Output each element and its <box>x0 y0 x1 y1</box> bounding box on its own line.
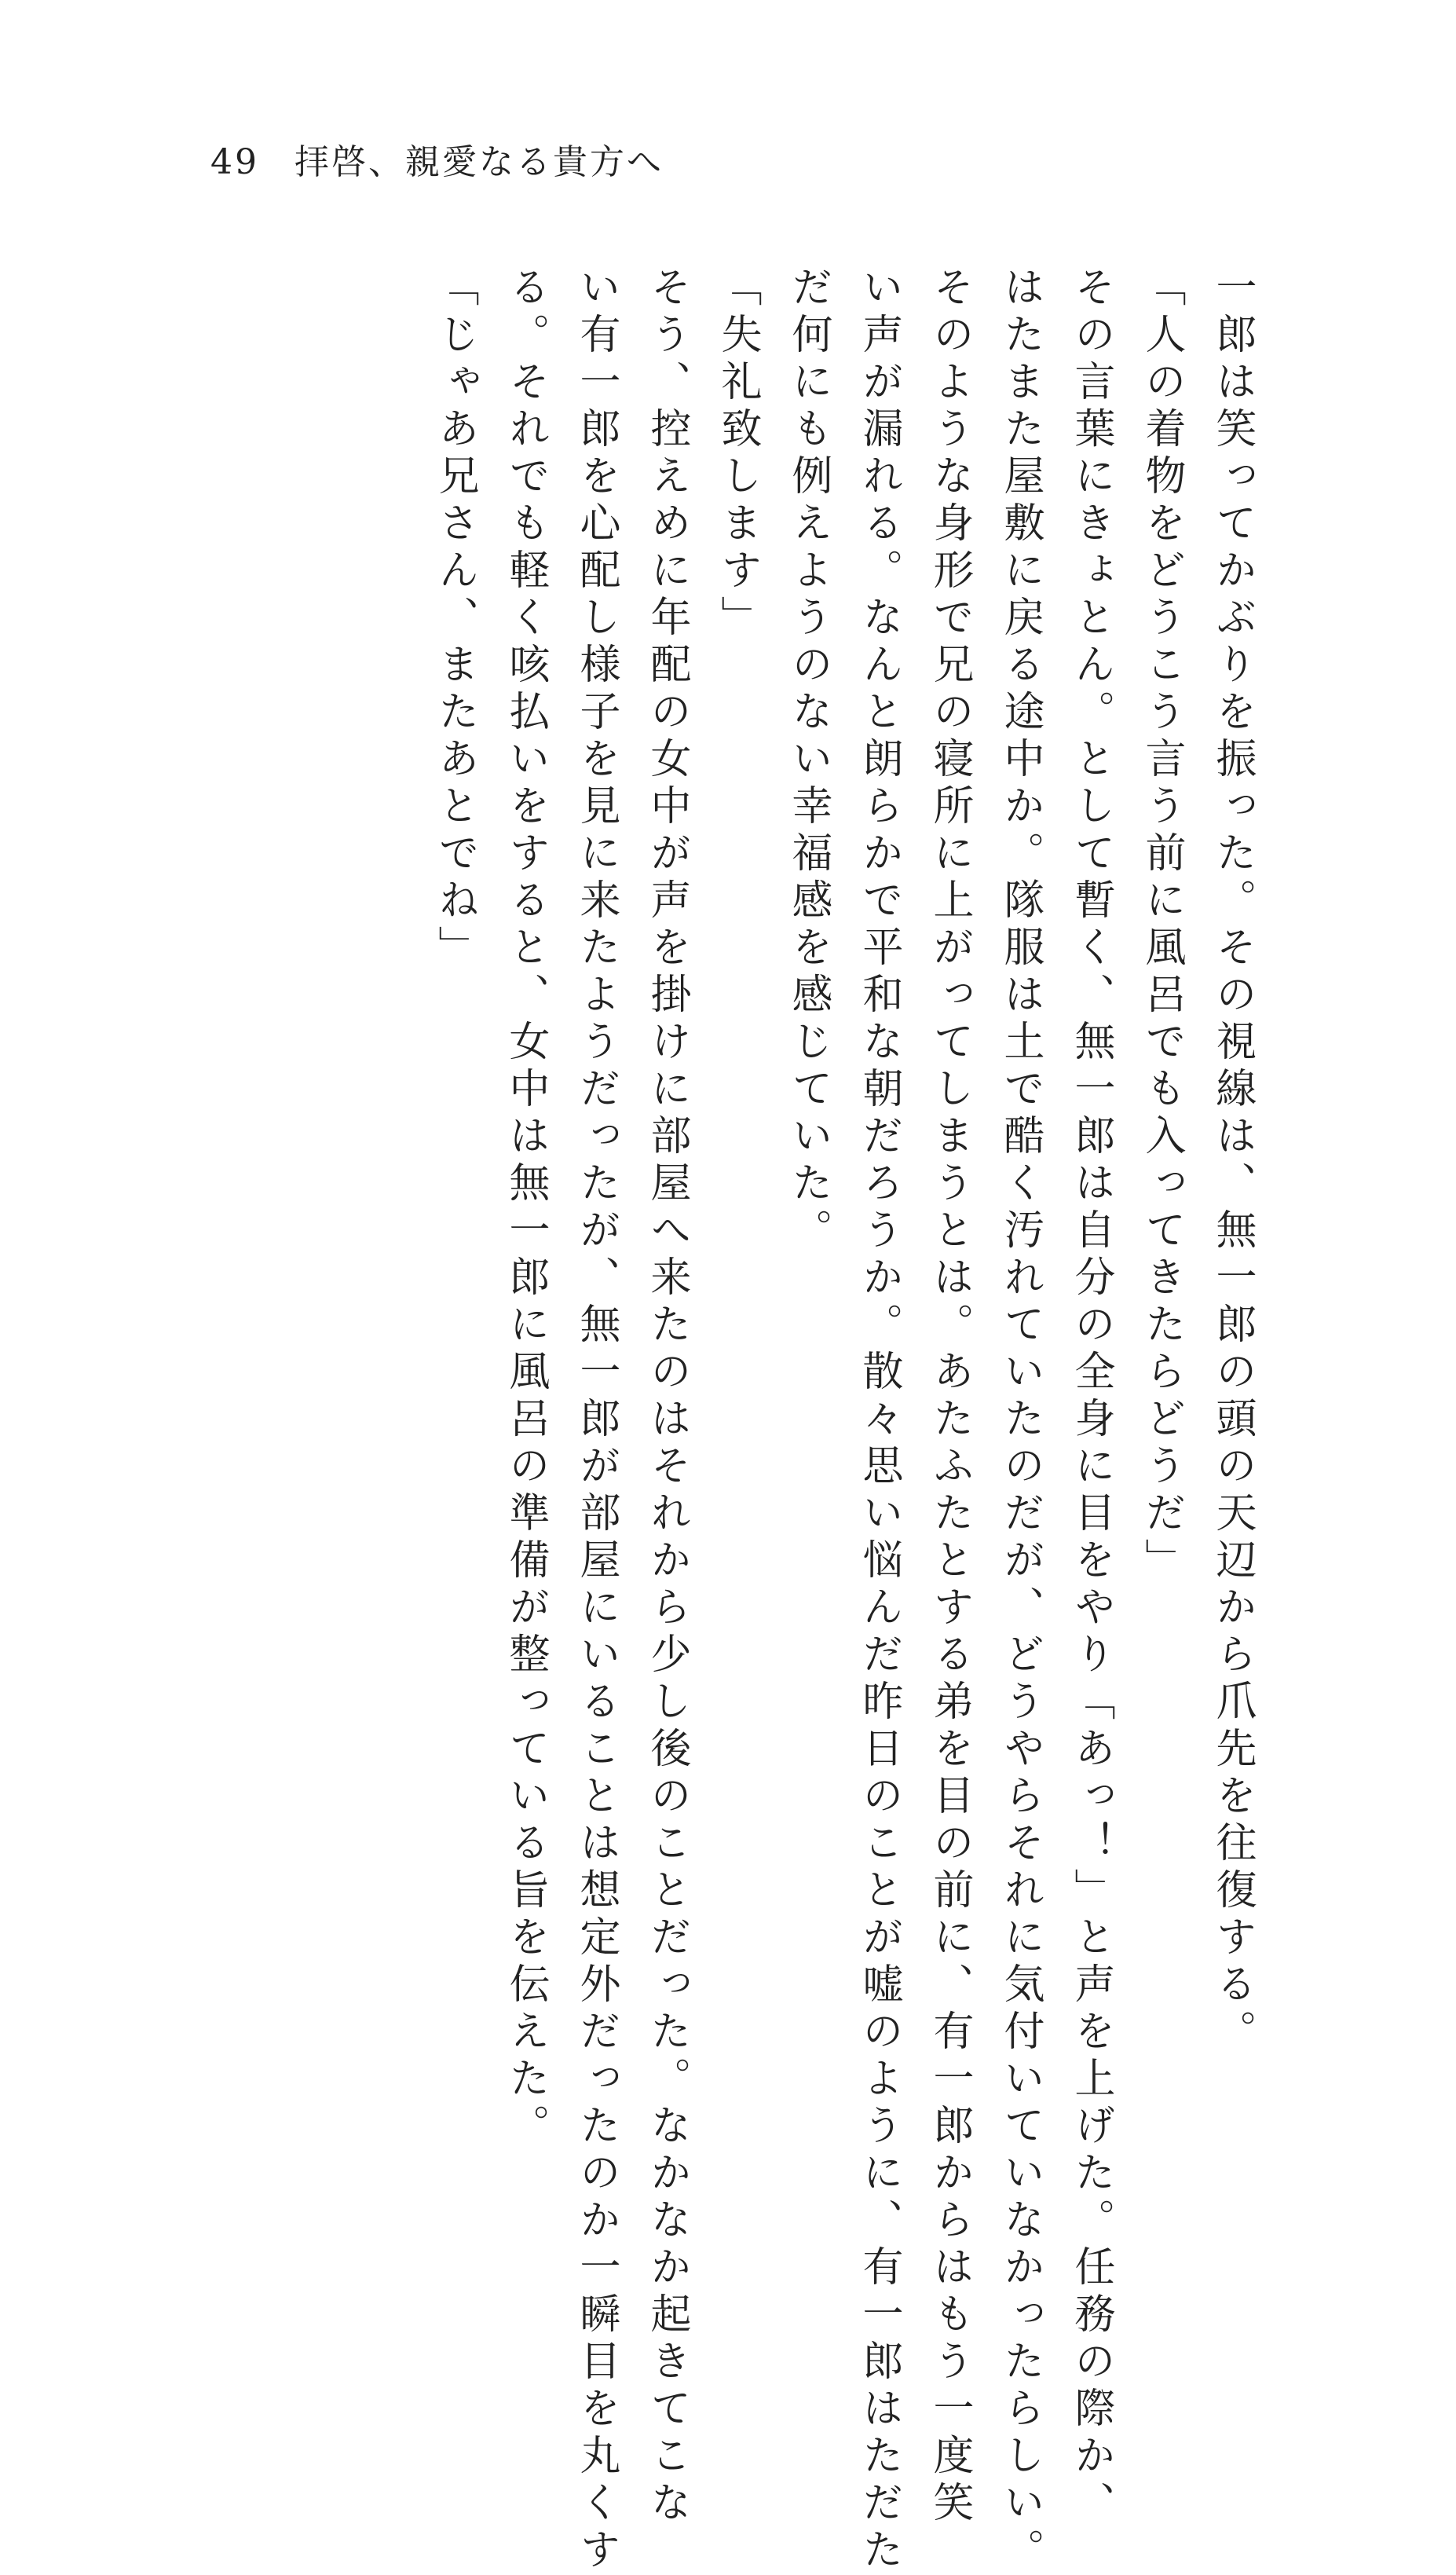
text-line: い有一郎を心配し様子を見に来たようだったが、無一郎が部屋にいることは想定外だったのか一瞬目を丸くす <box>573 266 620 2575</box>
page-header <box>210 141 664 184</box>
text-line: そう、控えめに年配の女中が声を掛けに部屋へ来たのはそれから少し後のことだった。なかなか起きてこな <box>643 266 690 2528</box>
text-line: そのような身形で兄の寝所に上がってしまうとは。あたふたとする弟を目の前に、有一郎からはもう一度笑 <box>926 266 973 2528</box>
text-line: い声が漏れる。なんと朗らかで平和な朝だろうか。散々思い悩んだ昨日のことが嘘のように、有一郎はただた <box>855 266 902 2575</box>
text-line: その言葉にきょとん。として暫く、無一郎は自分の全身に目をやり「あっ！」と声を上げた。任務の際か、 <box>1067 266 1114 2528</box>
text-line: 「人の着物をどうこう言う前に風呂でも入ってきたらどうだ」 <box>1138 266 1185 1585</box>
text-line: 一郎は笑ってかぶりを振った。その視線は、無一郎の頭の天辺から爪先を往復する。 <box>1209 266 1256 2057</box>
chapter-title: 拝啓、親愛なる貴方へ <box>294 142 664 182</box>
body-text <box>419 266 1268 2575</box>
text-line: 「じゃあ兄さん、またあとでね」 <box>431 266 478 972</box>
text-line: だ何にも例えようのない幸福感を感じていた。 <box>785 266 832 1255</box>
text-line: る。それでも軽く咳払いをすると、女中は無一郎に風呂の準備が整っている旨を伝えた。 <box>502 266 549 2151</box>
text-line: 「失礼致します」 <box>714 266 761 643</box>
page-number: 49 <box>210 142 259 182</box>
text-line: はたまた屋敷に戻る途中か。隊服は土で酷く汚れていたのだが、どうやらそれに気付いていなかったらしい。 <box>997 266 1044 2575</box>
